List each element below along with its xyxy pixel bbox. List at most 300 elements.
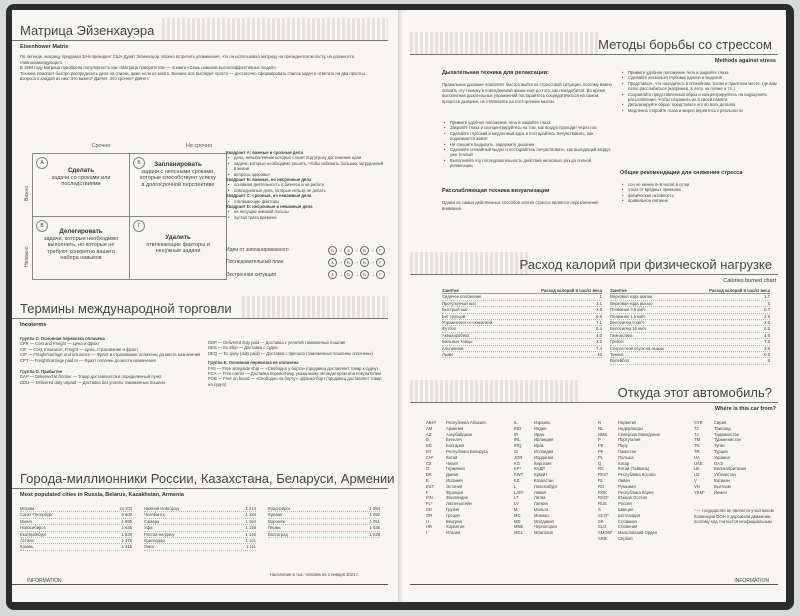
country-code: D [426,466,430,472]
row-label: Санкт-Петербург [20,512,53,518]
calories-subtitle: Calories burned chart [723,278,776,284]
row-value: 1 094 [369,506,380,511]
row-value: 1 995 [121,518,132,524]
country-code: Q [598,460,602,466]
country-name: Иордания [534,454,554,460]
country-name: Болгария [446,443,465,449]
quadrant-descriptions [226,150,386,220]
country-code: UAE [694,460,703,466]
country-code: IRQ [514,443,522,449]
incoterm-item: DDU — Delivered duty unpaid — Доставка без уплаты таможенных пошлин [20,379,165,385]
country-code: M [514,506,518,512]
incoterm-item: CFR — Cost and Freight — Цена и фрахт [20,341,100,347]
incoterms-col-left [20,336,202,385]
matrix-cell-c [32,216,130,280]
country-code: GE [426,506,433,512]
eisenhower-intro [20,54,380,82]
country-name: Хорватия [446,524,465,530]
quadrant-item: • не несущие никакой пользы [226,209,386,214]
visualization-step: • Детализируйте образ: представьте его во всех деталях [620,102,778,107]
row-value: 1 [599,294,602,300]
country-code: NMK [598,431,608,437]
country-code: SYR [694,420,703,425]
country-name: Монако [534,512,549,518]
country-name: ОАЭ [714,460,723,466]
visualization-title: Расслабляющая техника визуализации [442,188,550,194]
flow-label: Экстренная ситуация [226,271,276,278]
cities-note: Население в тыс. человек на 1 января 2021 г. [270,572,359,577]
country-name: Китай [446,454,458,460]
country-name: Тунис [714,443,726,449]
row-label: Ростов-на-Дону [144,531,175,537]
country-code: YEM* [694,489,705,495]
country-name: КНДР [534,466,546,472]
country-name: Киргизия [534,460,552,466]
quadrant-item: • дела, невыполнение которых станет под угрозу достижение цели [226,155,386,160]
country-name: Ирак [534,443,544,449]
quadrant-item: • повседневные дела, которые нельзя не делать [226,188,386,193]
flow-step: Б [360,270,369,279]
row-label: Пермь [268,525,281,531]
flow-step: Г [376,258,385,267]
country-code: CH* [426,454,434,460]
row-label: Аквааэробика [442,332,470,338]
country-code: PK [598,448,604,454]
country-name: Вьетнам [714,483,731,489]
country-code: S [598,506,601,512]
autos-subtitle: Where is this car from? [714,406,776,412]
matrix-cell-a [32,153,130,217]
incoterms-col-right [208,340,383,387]
recommendation: • правильное питание [620,198,778,203]
country-name: Испания [446,477,463,483]
cell-text: задачи с неясными сроками, которые способствуют успеху в долгосрочной перспективе [140,168,216,188]
incoterm-item: FCA — Free carrier — Доставка перевозчику, указанному экспедитором или покупателем [208,371,381,377]
country-name: Грузия [446,506,459,512]
row-value: 1 164 [245,518,256,524]
country-code: F [426,489,429,495]
country-name: Германия [446,466,465,472]
row-value: 6.5 [764,326,770,332]
country-code: TJ [694,431,699,437]
country-code: I [426,530,428,536]
flow-step: А [328,258,337,267]
country-code: RC [598,466,605,472]
row-label: Минск [20,518,33,524]
country-code: MGL [514,530,524,536]
country-code: RUS [598,501,607,507]
matrix-cell-b [129,153,227,217]
calories-table-left [442,288,602,358]
country-name: Южная Осетия [618,495,648,501]
table-row [268,532,380,538]
country-code: UK [694,466,700,472]
row-label: Верховая езда шагом [610,294,653,300]
row-label: Гимнастика [610,332,633,338]
country-code: IL [514,420,518,425]
cities-subtitle: Most populated cities in Russia, Belarus, Kazakhstan, Armenia [20,492,184,498]
row-label: Ереван [268,512,283,518]
column-header: Расход калорий в час/кг веса [709,288,770,293]
country-name: Азербайджан [446,431,473,437]
row-label: Волгоград [268,531,288,537]
country-name: Люксембург [534,483,558,489]
country-name: Великобритания [714,466,747,472]
row-label: Бальные танцы [442,339,473,345]
flow-step: В [360,258,369,267]
breathing-step: • Не спешите выдыхать, задержите дыхание [442,142,612,147]
quadrant-item: • вопросы здоровья [226,172,386,177]
flow-step: Г [376,270,385,279]
country-code: N [598,420,602,425]
incoterm-item: DAP — Delivered at frontier — Товар доставляется в определённый пункт [20,374,162,380]
country-name: Нидерланды [618,425,643,431]
country-name: Эстония [446,483,463,489]
col-header-urgent: Срочно [91,143,111,149]
row-label: Казань [20,544,34,550]
country-code: DK [426,472,432,478]
country-code: SRB [598,535,607,541]
country-name: Швеция [618,506,634,512]
country-name: Монголия [534,530,553,536]
country-name: Китай (Тайвань) [618,466,650,472]
country-name: Чехия [446,460,458,466]
country-code: TN [694,443,700,449]
table-row [144,544,256,550]
visualization-step: • Сделайте несколько глубоких вдохов и выдохов [620,75,778,80]
row-value: 3.9 [764,345,770,351]
row-label: Теннис [610,352,624,358]
country-name: Северная Македония [618,431,660,437]
country-code: P [598,437,601,443]
flow-step: В [360,246,369,255]
country-name: Словения [618,524,638,530]
visualization-step: • Представьте, что находитесь в спокойном, тихом и приятном месте, где вам легко расслабиться (например, в лесу, на пляже и т.п.) [620,81,778,92]
footer-rule [410,584,778,585]
country-code: RL [598,477,604,483]
row-value: 1 035 [369,525,380,531]
country-code: SMOM* [598,530,613,536]
incoterms-group-title: Группа D. Прибытие [20,369,63,375]
country-code: CZ [426,460,432,466]
country-name: Бельгия [446,437,462,443]
country-codes-col-1 [426,420,512,536]
incoterms-group-title: Группа С. Основная перевозка оплачена [20,336,105,341]
country-code: E [426,477,429,483]
country-code: RSO* [598,495,609,501]
row-value: 1 539 [121,531,132,537]
row-label: Альпинизм [442,345,464,351]
country-code-row [598,536,690,542]
country-code: AM [426,425,433,431]
row-value: 1 376 [121,538,132,544]
country-code: RKS* [598,472,609,478]
row-value: 4.0 [596,332,602,338]
country-name: Дания [446,472,459,478]
country-code: FIN [426,495,433,501]
country-code: AZ [426,431,432,437]
row-value: 1 184 [245,512,256,518]
row-label: Воронеж [268,518,286,524]
country-code-row [514,530,594,536]
row-value: 6 [767,358,770,364]
country-code: V [694,477,697,483]
country-name: Ватикан [714,477,730,483]
country-code-row [694,490,780,496]
row-label: Прогулочный шаг [442,300,477,306]
country-codes-col-4 [694,420,780,495]
country-name: Республика Абхазия [446,420,486,425]
row-label: Гребля [610,339,624,345]
cell-text: задачи со сроками или последствиями [51,174,111,188]
country-name: Армения [446,425,464,431]
country-name: Греция [446,512,460,518]
row-label: Скоростной спуск на лыжах [610,345,665,351]
right-page [402,10,786,602]
country-name: Иран [534,431,544,437]
country-code: LAR* [514,489,524,495]
country-name: Мальтийский Орден [618,530,658,536]
country-code: LT [514,495,519,501]
eisenhower-title-band [12,18,388,41]
eisenhower-matrix [22,143,222,278]
country-name: Йемен [714,489,727,495]
country-code: TM [694,437,701,443]
country-name: Узбекистан [714,472,736,478]
general-recommendations [620,182,778,204]
row-label: Плавание 3,5 км/ч [610,307,646,313]
country-name: Пакистан [618,448,637,454]
country-name: Польша [618,454,634,460]
col-header-not-urgent: Не срочно [185,143,213,149]
breathing-step: • Примите удобное положение тела и закройте глаза [442,120,612,125]
incoterms-title: Термины международной торговли [20,301,232,316]
country-name: Ирландия [534,437,554,443]
incoterm-item: DEQ — Ex quay (duty paid) — Доставка с причала (таможенные пошлины оплачены) [208,350,373,356]
recommendation: • отказ от вредных привычек [620,187,778,192]
row-label: Быстрый шаг [442,307,468,313]
row-label: Лыжи [442,352,453,358]
quadrant-title: Квадрант А: важные и срочные дела [226,150,303,155]
country-codes-col-3 [598,420,690,542]
stress-title-band [410,32,778,55]
country-name: Португалия [618,437,641,443]
row-value: 3.9 [596,307,602,313]
row-header-unimportant: Неважно [24,246,30,267]
row-value: 3.2 [596,339,602,345]
country-code: IS [514,448,518,454]
country-name: Финляндия [446,495,468,501]
country-code: EST [426,483,435,489]
quadrant-title: Квадрант D: несрочные и неважные дела [226,204,313,210]
row-value: 5 [767,300,770,306]
row-value: 1 635 [121,525,132,531]
autos-title: Откуда этот автомобиль? [617,385,772,400]
country-name: Турция [714,448,728,454]
table-row [20,544,132,550]
country-code: TJ [694,425,699,431]
incoterms-group-title: Группа Е. Основная перевозка не оплачена [208,360,299,366]
country-name: Исландия [534,448,554,454]
row-label: Москва [20,506,35,511]
stress-subtitle: Methods against stress [714,58,776,64]
eisenhower-title: Матрица Эйзенхауэра [20,23,155,38]
footer-label: INFORMATION [24,578,65,584]
breathing-title: Дыхательная техника для релаксации: [442,70,549,76]
cell-number: А [36,157,48,169]
country-code: ROK [598,489,608,495]
quadrant-item: • задачи, которые необходимо решить, чтобы избежать больших затруднений в жизни [226,161,386,172]
cell-number: Г [133,220,145,232]
quadrant-title: Квадрант С: срочные, но неважные дела [226,193,312,199]
country-name: Республика Беларусь [446,448,489,454]
country-name: Казахстан [534,477,554,483]
country-name: Черногория [534,524,557,530]
row-value: 6.9 [596,313,602,319]
row-label: Новосибирск [20,525,46,531]
row-label: Астана [20,538,34,544]
row-value: 6.5 [764,352,770,358]
row-value: 1 140 [245,531,256,537]
country-name: Кувейт [534,472,548,478]
country-name: Италия [446,530,461,536]
country-code: GR [426,512,433,518]
country-name: Республика Корея [618,489,654,495]
country-name: Индия [534,425,547,431]
country-code: JOR [514,454,523,460]
row-label: Бег трусцой [442,313,466,319]
flow-step: А [328,270,337,279]
country-code: SCO* [598,512,609,518]
incoterm-item: DES — Ex Ship — Доставка с судна [208,345,278,351]
country-name: Норвегия [618,420,637,425]
row-value: 4.6 [764,332,770,338]
autos-title-band [410,380,778,403]
breathing-step: • Сделайте спокойный выдох и постарайтесь почувствовать, как выходящий воздух уже теплый [442,147,612,158]
country-code: IRL [514,437,521,443]
row-label: Челябинск [144,512,165,518]
country-code: ABH* [426,420,437,425]
country-name: Лихтенштейн [446,501,472,507]
calories-table-right [610,288,770,365]
cell-number: В [36,220,48,232]
cities-col-3 [268,506,380,538]
country-name: Шотландия [618,512,641,518]
stress-title: Методы борьбы со стрессом [598,37,772,52]
incoterm-item: FAS — Free alongside ship — «Свободно у борта» (продавец доставляет товар к судну) [208,365,378,371]
country-name: Румыния [618,483,636,489]
quadrant-title: Квадрант Б: важные, но несрочные дела [226,177,312,183]
row-value: 6.4 [596,326,602,332]
table-row [442,352,602,358]
recommendation: • физическая активность [620,193,778,198]
country-code: BY [426,448,432,454]
row-value: 10 [597,352,602,358]
country-code: B [426,437,429,443]
country-code: MC [514,512,521,518]
column-header: Расход калорий в час/кг веса [541,288,602,293]
row-label: Волейбол [610,358,630,364]
row-value: 3.1 [596,300,602,306]
row-label: Велосипед 9 км/ч [610,320,644,326]
row-label: Красноярск [268,506,291,511]
row-value: 3.6 [764,320,770,326]
country-code: KZ [514,477,520,483]
country-code: VN [694,483,700,489]
country-codes-col-2 [514,420,594,536]
visualization-step: • Примите удобное положение тела и закройте глаза [620,70,778,75]
flow-row: Идеи от запланированного Б → А → В → Г [226,244,386,256]
country-code: IR [514,431,519,437]
table-row [610,358,770,364]
breathing-step: • Закройте глаза и сконцентрируйтесь на том, как воздух проходит через нос [442,125,612,130]
row-label: Футбол [442,326,457,332]
row-header-important: Важно [24,185,30,201]
cell-text: отвлекающие факторы и ненужные задачи [146,241,210,255]
country-name: Словакия [618,518,637,524]
priority-flows [226,244,386,281]
cities-col-2 [144,506,256,551]
country-code: NL [598,425,604,431]
breathing-text: Правильное дыхание позволяет быстро выйти из стрессовой ситуации, поэтому важно освоить эту технику в повседневной жизни ещё до того, как понадобится. Во время выполнения дыхательных упражнений постарайтесь сосредоточиться на самом процессе дыхания, не отвлекаясь на посторонние мысли. [442,82,612,104]
country-name: Сирия [714,420,727,425]
row-label: Велосипед 15 км/ч [610,326,647,332]
row-value: 1 029 [369,531,380,537]
flow-step: Б [328,246,337,255]
column-header: Занятие [442,288,459,293]
country-name: Сербия [618,535,633,541]
visualization-list [620,70,778,113]
incoterm-item: CIP — Freight/carriage and insurance — Фрахт и страхование оплачены до места назначения [20,352,201,358]
visualization-step: • Сохраняйте представленный образ и концентрируйтесь на ощущениях расслабления, чтобы сохранить их в своей памяти [620,92,778,103]
intro-paragraph: Техника помогает быстро распределить дела на списки, даже если их много. Внешне всё выглядит просто — достаточно сформировать список задач и ответить на два простых вопроса о каждой из них: Это важно? Да/Нет. Это срочно? Да/Нет. [20,70,366,82]
country-code: SLO [598,524,607,530]
calories-title-band [410,252,778,275]
visualization-text: Одним из самых действенных способов снятия стресса является переключение внимания. [442,200,599,211]
country-code: RO [598,483,605,489]
country-code: MNE [514,524,524,530]
row-value: 5.7 [764,307,770,313]
intro-paragraph: По легенде, матрицу придумал 34-й президент США Дуайт Эйзенхауэр. Можно встретить упоминания, что он использовал матрицу на президентском посту, на должности главнокомандующего. [20,54,355,65]
country-name: Литва [534,495,546,501]
breathing-step: • Выполняйте эту последовательность действий несколько раз до полной релаксации [442,158,612,169]
intro-paragraph: В 1994 году матрица приобрела популярность как «Матрица приоритетов» — в книге «Семь навыков высокоэффективных людей». [20,65,277,71]
incoterms-subtitle: Incoterms [20,322,47,328]
row-label: Екатеринбург [20,531,47,537]
visualization-step: • Медленно откройте глаза и мирно вернитесь к реальности [620,108,778,113]
flow-row: Последовательный план А → Б → В → Г [226,256,386,268]
country-code: SK [598,518,604,524]
cities-col-1 [20,506,132,551]
cell-title: Запланировать [154,161,202,168]
column-header: Занятие [610,288,627,293]
country-name: Таджикистан [714,431,740,437]
flow-step: В [344,270,353,279]
country-name: Израиль [534,420,551,425]
country-code: UA [694,454,700,460]
country-code: KG [514,460,521,466]
row-value: 1 158 [245,525,256,531]
row-value: 1 315 [121,544,132,550]
country-name: Украина [714,454,730,460]
country-name: Мальта [534,506,549,512]
country-code: LV [514,501,519,507]
row-value: 1 121 [245,538,256,544]
country-code: MD [514,518,521,524]
cell-title: Сделать [67,167,95,174]
row-label: Нижний Новгород [144,506,179,511]
row-label: Упражнения со скакалкой [442,320,493,326]
